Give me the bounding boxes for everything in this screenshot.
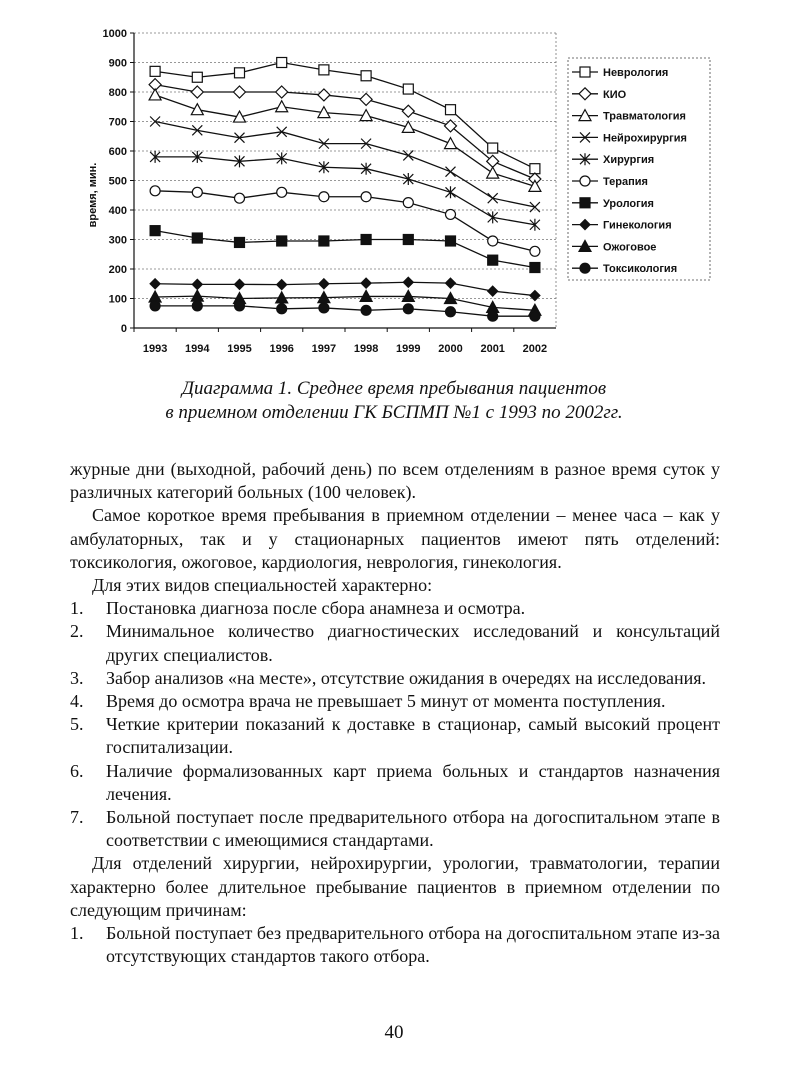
y-tick-labels <box>103 28 127 335</box>
data-point-marker <box>192 301 202 311</box>
paragraph-3: Для этих видов специальностей характерно: <box>92 575 433 596</box>
data-point-marker <box>487 167 499 178</box>
y-tick-label: 700 <box>108 116 127 129</box>
chart-series <box>149 58 541 322</box>
data-point-marker <box>446 209 456 219</box>
list2-item <box>70 922 720 968</box>
y-axis-label: время, мин. <box>87 162 99 228</box>
list-item-text: Четкие критерии показаний к доставке в стационар, самый высокий процент госпитализации. <box>106 714 720 758</box>
data-point-marker <box>580 176 590 186</box>
legend-entry <box>572 176 648 188</box>
line-chart <box>0 0 788 370</box>
data-point-marker <box>235 279 245 289</box>
series-line <box>155 296 535 310</box>
data-point-marker <box>403 235 413 245</box>
list-item-text: Больной поступает после предварительного отбора на догоспитальном этапе в соответствии с имеющимися стандартами. <box>106 807 720 851</box>
data-point-marker <box>361 71 371 81</box>
body-text <box>70 458 720 968</box>
x-tick-label: 1997 <box>311 343 337 355</box>
series-line <box>155 85 535 179</box>
legend-label: Ожоговое <box>603 241 657 254</box>
paragraph-2: Самое короткое время пребывания в приемном отделении – менее часа – как у амбулаторных, так и у стационарных пациентов имеют пять отделений: токсикология, ожоговое, кардиология, неврология, гинекология. <box>70 505 720 572</box>
data-point-marker <box>361 278 371 288</box>
list-item-text: Забор анализов «на месте», отсутствие ожидания в очередях на исследования. <box>106 667 707 688</box>
legend-label: Хирургия <box>603 154 655 167</box>
series-line <box>155 63 535 169</box>
list-item-text: Наличие формализованных карт приема больных и стандартов назначения лечения. <box>106 760 720 804</box>
data-point-marker <box>580 198 590 208</box>
data-point-marker <box>446 307 456 317</box>
data-point-marker <box>319 65 329 75</box>
series-3 <box>149 89 541 191</box>
data-point-marker <box>530 246 540 256</box>
data-point-marker <box>318 89 330 101</box>
x-tick-label: 1996 <box>269 343 294 355</box>
data-point-marker <box>488 236 498 246</box>
legend-label: Нейрохирургия <box>603 132 687 145</box>
legend-entry <box>572 198 654 210</box>
data-point-marker <box>403 304 413 314</box>
data-point-marker <box>235 68 245 78</box>
data-point-marker <box>403 84 413 94</box>
data-point-marker <box>530 311 540 321</box>
y-tick-label: 500 <box>108 175 127 188</box>
y-tick-label: 0 <box>120 323 127 335</box>
data-point-marker <box>360 93 372 105</box>
data-point-marker <box>446 105 456 115</box>
data-point-marker <box>192 187 202 197</box>
data-point-marker <box>488 193 498 203</box>
legend-label: Урология <box>603 197 654 210</box>
data-point-marker <box>191 104 203 115</box>
data-point-marker <box>235 301 245 311</box>
data-point-marker <box>361 235 371 245</box>
data-point-marker <box>192 72 202 82</box>
list-item-number: 5. <box>70 714 84 735</box>
data-point-marker <box>235 193 245 203</box>
data-point-marker <box>446 278 456 288</box>
series-7 <box>150 226 540 273</box>
series-line <box>155 282 535 295</box>
data-point-marker <box>234 86 246 98</box>
data-point-marker <box>319 192 329 202</box>
data-point-marker <box>488 255 498 265</box>
series-line <box>155 306 535 316</box>
data-point-marker <box>488 286 498 296</box>
list1-item <box>70 713 720 759</box>
caption-line-2: в приемном отделении ГК БСПМП №1 с 1993 по 2002гг. <box>165 402 623 423</box>
list-item-number: 1. <box>70 598 84 619</box>
y-tick-label: 400 <box>108 205 127 217</box>
x-tick-labels <box>143 343 547 355</box>
data-point-marker <box>319 279 329 289</box>
data-point-marker <box>580 67 590 77</box>
list1-item <box>70 667 720 690</box>
x-tick-label: 2002 <box>522 343 548 355</box>
data-point-marker <box>150 279 160 289</box>
data-point-marker <box>276 101 288 112</box>
list-item-number: 4. <box>70 691 84 712</box>
data-point-marker <box>277 280 287 290</box>
data-point-marker <box>402 105 414 117</box>
data-point-marker <box>446 236 456 246</box>
x-tick-label: 1995 <box>227 343 252 355</box>
legend-entry <box>572 240 656 253</box>
list1-item <box>70 690 720 713</box>
data-point-marker <box>403 150 413 160</box>
data-point-marker <box>446 167 456 177</box>
legend-label: КИО <box>603 88 627 101</box>
list-item-text: Постановка диагноза после сбора анамнеза и осмотра. <box>106 598 526 619</box>
list1-item <box>70 760 720 806</box>
data-point-marker <box>191 86 203 98</box>
list-item-number: 3. <box>70 667 84 688</box>
data-point-marker <box>530 291 540 301</box>
series-6 <box>150 186 540 256</box>
y-tick-label: 900 <box>108 57 127 70</box>
data-point-marker <box>530 263 540 273</box>
legend-entry <box>572 67 668 79</box>
list-item-number: 2. <box>70 621 84 642</box>
data-point-marker <box>149 89 161 100</box>
x-tick-label: 1999 <box>396 343 421 355</box>
list1-item <box>70 597 720 620</box>
data-point-marker <box>488 143 498 153</box>
y-tick-label: 200 <box>108 264 127 276</box>
series-line <box>155 95 535 186</box>
data-point-marker <box>277 58 287 68</box>
legend-label: Токсикология <box>603 263 678 276</box>
data-point-marker <box>319 236 329 246</box>
data-point-marker <box>488 311 498 321</box>
x-tick-label: 2000 <box>438 343 463 355</box>
series-4 <box>150 117 540 213</box>
list-item-number: 7. <box>70 807 84 828</box>
data-point-marker <box>361 305 371 315</box>
y-tick-label: 100 <box>108 293 127 306</box>
data-point-marker <box>403 173 413 185</box>
data-point-marker <box>529 180 541 191</box>
list1-item <box>70 620 720 666</box>
data-point-marker <box>276 86 288 98</box>
data-point-marker <box>580 263 590 273</box>
paragraph-4: Для отделений хирургии, нейрохирургии, урологии, травматологии, терапии характерно более длительное пребывание пациентов в приемном отделении по следующим причинам: <box>70 853 720 920</box>
x-tick-label: 1998 <box>353 343 379 355</box>
list-item-text: Время до осмотра врача не превышает 5 минут от момента поступления. <box>106 691 666 712</box>
data-point-marker <box>150 301 160 311</box>
data-point-marker <box>361 192 371 202</box>
y-tick-label: 1000 <box>102 28 127 40</box>
caption-line-1: Диаграмма 1. Среднее время пребывания пациентов <box>181 378 607 399</box>
figure-caption <box>0 377 788 425</box>
data-point-marker <box>319 303 329 313</box>
data-point-marker <box>403 277 413 287</box>
list-item-text: Больной поступает без предварительного отбора на догоспитальном этапе из-за отсутствующих стандартов такого отбора. <box>106 923 720 967</box>
x-tick-label: 2001 <box>480 343 505 355</box>
data-point-marker <box>277 304 287 314</box>
data-point-marker <box>150 66 160 76</box>
data-point-marker <box>403 198 413 208</box>
x-tick-label: 1993 <box>142 343 168 355</box>
y-tick-label: 300 <box>108 234 127 247</box>
reasons-list-2 <box>70 922 720 968</box>
series-line <box>155 231 535 268</box>
data-point-marker <box>235 237 245 247</box>
series-line <box>155 191 535 251</box>
series-line <box>155 157 535 225</box>
series-9 <box>149 290 541 315</box>
data-point-marker <box>150 186 160 196</box>
x-tick-label: 1994 <box>185 343 210 355</box>
reasons-list-1 <box>70 597 720 852</box>
data-point-marker <box>192 233 202 243</box>
series-1 <box>150 58 540 174</box>
page-number: 40 <box>384 1022 404 1043</box>
data-point-marker <box>446 186 456 198</box>
chart-legend <box>568 58 710 280</box>
paragraph-1: журные дни (выходной, рабочий день) по всем отделениям в разное время суток у различных категорий больных (100 человек). <box>70 459 720 503</box>
list-item-number: 1. <box>70 923 84 944</box>
data-point-marker <box>150 226 160 236</box>
data-point-marker <box>530 202 540 212</box>
legend-label: Травматология <box>603 110 686 123</box>
data-point-marker <box>277 187 287 197</box>
y-tick-label: 800 <box>108 87 127 99</box>
data-point-marker <box>445 138 457 149</box>
legend-label: Терапия <box>603 176 648 188</box>
y-tick-label: 600 <box>108 146 127 158</box>
list1-item <box>70 806 720 852</box>
legend-label: Неврология <box>603 67 669 79</box>
list-item-text: Минимальное количество диагностических исследований и консультаций других специалистов. <box>106 621 720 665</box>
data-point-marker <box>277 236 287 246</box>
list-item-number: 6. <box>70 760 84 781</box>
series-10 <box>150 301 540 321</box>
data-point-marker <box>192 279 202 289</box>
legend-label: Гинекология <box>603 219 672 232</box>
